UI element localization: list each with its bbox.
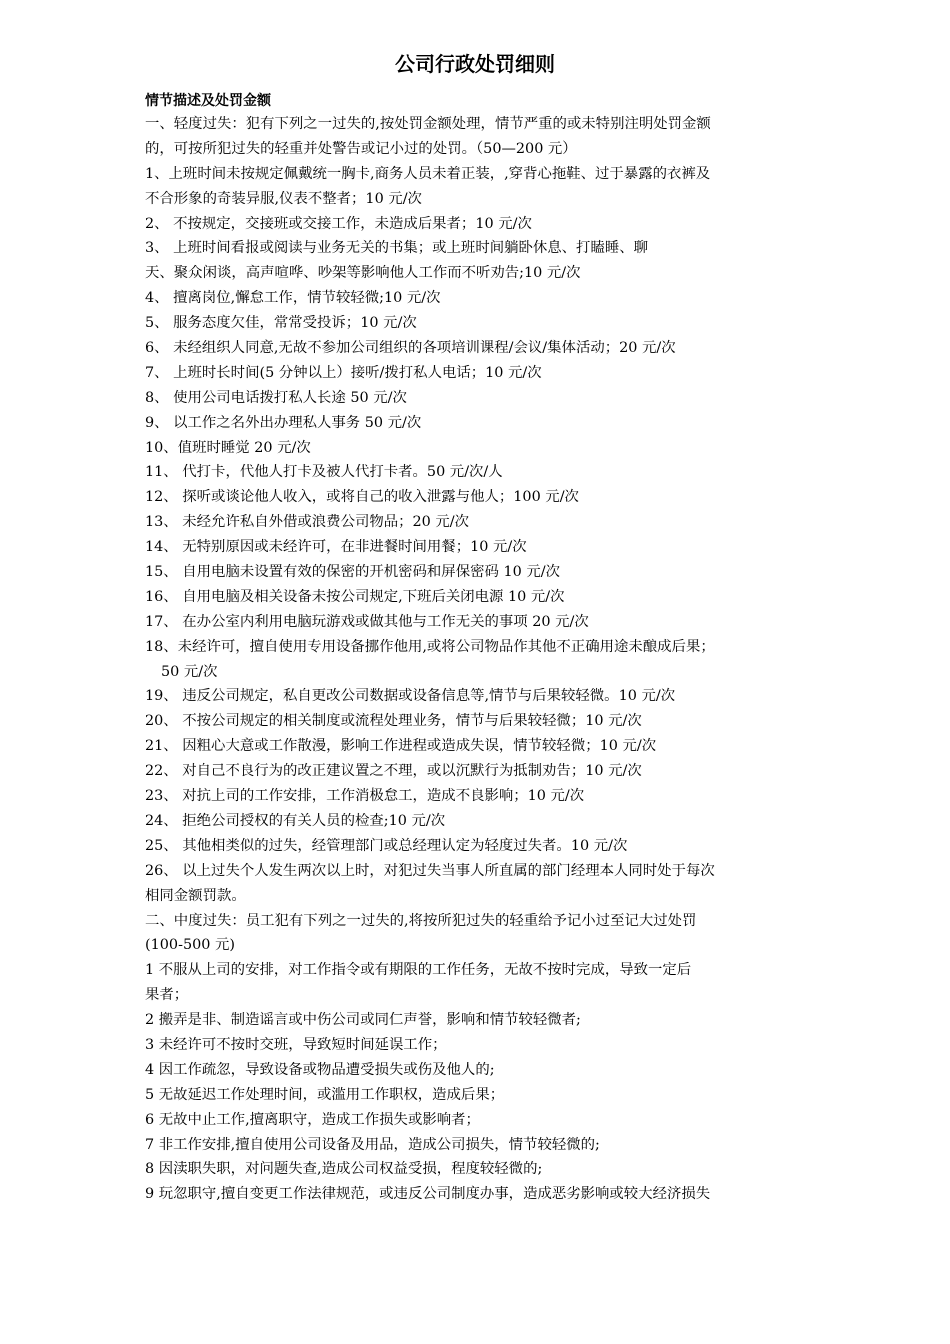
text-line: 8 因渎职失职，对问题失查,造成公司权益受损，程度较轻微的; bbox=[145, 1161, 543, 1178]
text-line: 相同金额罚款。 bbox=[145, 887, 246, 904]
text-line: 24、 拒绝公司授权的有关人员的检查;10 元/次 bbox=[145, 812, 446, 829]
text-line: 7、 上班时长时间(5 分钟以上）接听/拨打私人电话；10 元/次 bbox=[145, 364, 542, 381]
text-line: 20、 不按公司规定的相关制度或流程处理业务，情节与后果较轻微；10 元/次 bbox=[145, 713, 642, 730]
text-line: 2、 不按规定，交接班或交接工作，未造成后果者；10 元/次 bbox=[145, 215, 532, 232]
text-line: 一、轻度过失：犯有下列之一过失的,按处罚金额处理，情节严重的或未特别注明处罚金额 bbox=[145, 116, 711, 132]
document-body bbox=[145, 112, 815, 1207]
text-line: 22、 对自己不良行为的改正建议置之不理，或以沉默行为抵制劝告；10 元/次 bbox=[145, 763, 642, 780]
text-line: 天、聚众闲谈，高声喧哗、吵架等影响他人工作而不听劝告;10 元/次 bbox=[145, 265, 581, 282]
text-line: 6 无故中止工作,擅离职守，造成工作损失或影响者； bbox=[145, 1111, 480, 1128]
text-line: 的，可按所犯过失的轻重并处警告或记小过的处罚。（50—200 元） bbox=[145, 140, 577, 157]
text-line: 9 玩忽职守,擅自变更工作法律规范，或违反公司制度办事，造成恶劣影响或较大经济损失 bbox=[145, 1186, 711, 1203]
text-line: 4 因工作疏忽，导致设备或物品遭受损失或伤及他人的; bbox=[145, 1061, 495, 1078]
text-line: 50 元/次 bbox=[161, 663, 218, 680]
text-line: 1 不服从上司的安排，对工作指令或有期限的工作任务，无故不按时完成，导致一定后 bbox=[145, 962, 692, 979]
text-line: 7 非工作安排,擅自使用公司设备及用品，造成公司损失，情节较轻微的; bbox=[145, 1136, 600, 1153]
text-line: 1、上班时间未按规定佩戴统一胸卡,商务人员未着正装，,穿背心拖鞋、过于暴露的衣裤及 bbox=[145, 165, 711, 182]
text-line: 17、 在办公室内利用电脑玩游戏或做其他与工作无关的事项 20 元/次 bbox=[145, 613, 589, 630]
text-line: 二、中度过失：员工犯有下列之一过失的,将按所犯过失的轻重给予记小过至记大过处罚 bbox=[145, 912, 697, 929]
text-line: 21、 因粗心大意或工作散漫，影响工作进程或造成失误，情节较轻微；10 元/次 bbox=[145, 738, 657, 755]
text-line: 8、 使用公司电话拨打私人长途 50 元/次 bbox=[145, 389, 407, 406]
text-line: 19、 违反公司规定，私自更改公司数据或设备信息等,情节与后果较轻微。10 元/次 bbox=[145, 688, 676, 705]
text-line: (100-500 元) bbox=[145, 937, 235, 954]
text-line: 15、 自用电脑未设置有效的保密的开机密码和屏保密码 10 元/次 bbox=[145, 564, 560, 581]
text-line: 6、 未经组织人同意,无故不参加公司组织的各项培训课程/会议/集体活动；20 元/次 bbox=[145, 340, 676, 357]
text-line: 5 无故延迟工作处理时间，或滥用工作职权，造成后果； bbox=[145, 1086, 505, 1103]
text-line: 23、 对抗上司的工作安排，工作消极怠工，造成不良影响；10 元/次 bbox=[145, 788, 585, 805]
text-line: 14、 无特别原因或未经许可，在非进餐时间用餐；10 元/次 bbox=[145, 539, 527, 556]
text-line: 3、 上班时间看报或阅读与业务无关的书集；或上班时间躺卧休息、打瞌睡、聊 bbox=[145, 240, 649, 257]
text-line: 不合形象的奇装异服,仪表不整者；10 元/次 bbox=[145, 190, 422, 207]
section-heading: 情节描述及处罚金额 bbox=[145, 93, 271, 109]
text-line: 4、 擅离岗位,懈怠工作，情节较轻微;10 元/次 bbox=[145, 290, 441, 307]
text-line: 26、 以上过失个人发生两次以上时，对犯过失当事人所直属的部门经理本人同时处于每次 bbox=[145, 862, 715, 879]
text-line: 16、 自用电脑及相关设备未按公司规定,下班后关闭电源 10 元/次 bbox=[145, 588, 565, 605]
text-line: 9、 以工作之名外出办理私人事务 50 元/次 bbox=[145, 414, 422, 431]
text-line: 25、 其他相类似的过失，经管理部门或总经理认定为轻度过失者。10 元/次 bbox=[145, 837, 628, 854]
text-line: 果者； bbox=[145, 987, 189, 1004]
text-line: 10、值班时睡觉 20 元/次 bbox=[145, 439, 311, 456]
text-line: 2 搬弄是非、制造谣言或中伤公司或同仁声誉，影响和情节较轻微者; bbox=[145, 1012, 581, 1029]
text-line: 13、 未经允许私自外借或浪费公司物品；20 元/次 bbox=[145, 514, 470, 531]
text-line: 18、未经许可，擅自使用专用设备挪作他用,或将公司物品作其他不正确用途未酿成后果； bbox=[145, 638, 715, 655]
text-line: 12、 探听或谈论他人收入，或将自己的收入泄露与他人；100 元/次 bbox=[145, 489, 579, 506]
text-line: 3 未经许可不按时交班，导致短时间延误工作； bbox=[145, 1036, 447, 1053]
text-line: 5、 服务态度欠佳，常常受投诉；10 元/次 bbox=[145, 315, 417, 332]
document-title: 公司行政处罚细则 bbox=[395, 52, 555, 76]
text-line: 11、 代打卡，代他人打卡及被人代打卡者。50 元/次/人 bbox=[145, 464, 503, 481]
